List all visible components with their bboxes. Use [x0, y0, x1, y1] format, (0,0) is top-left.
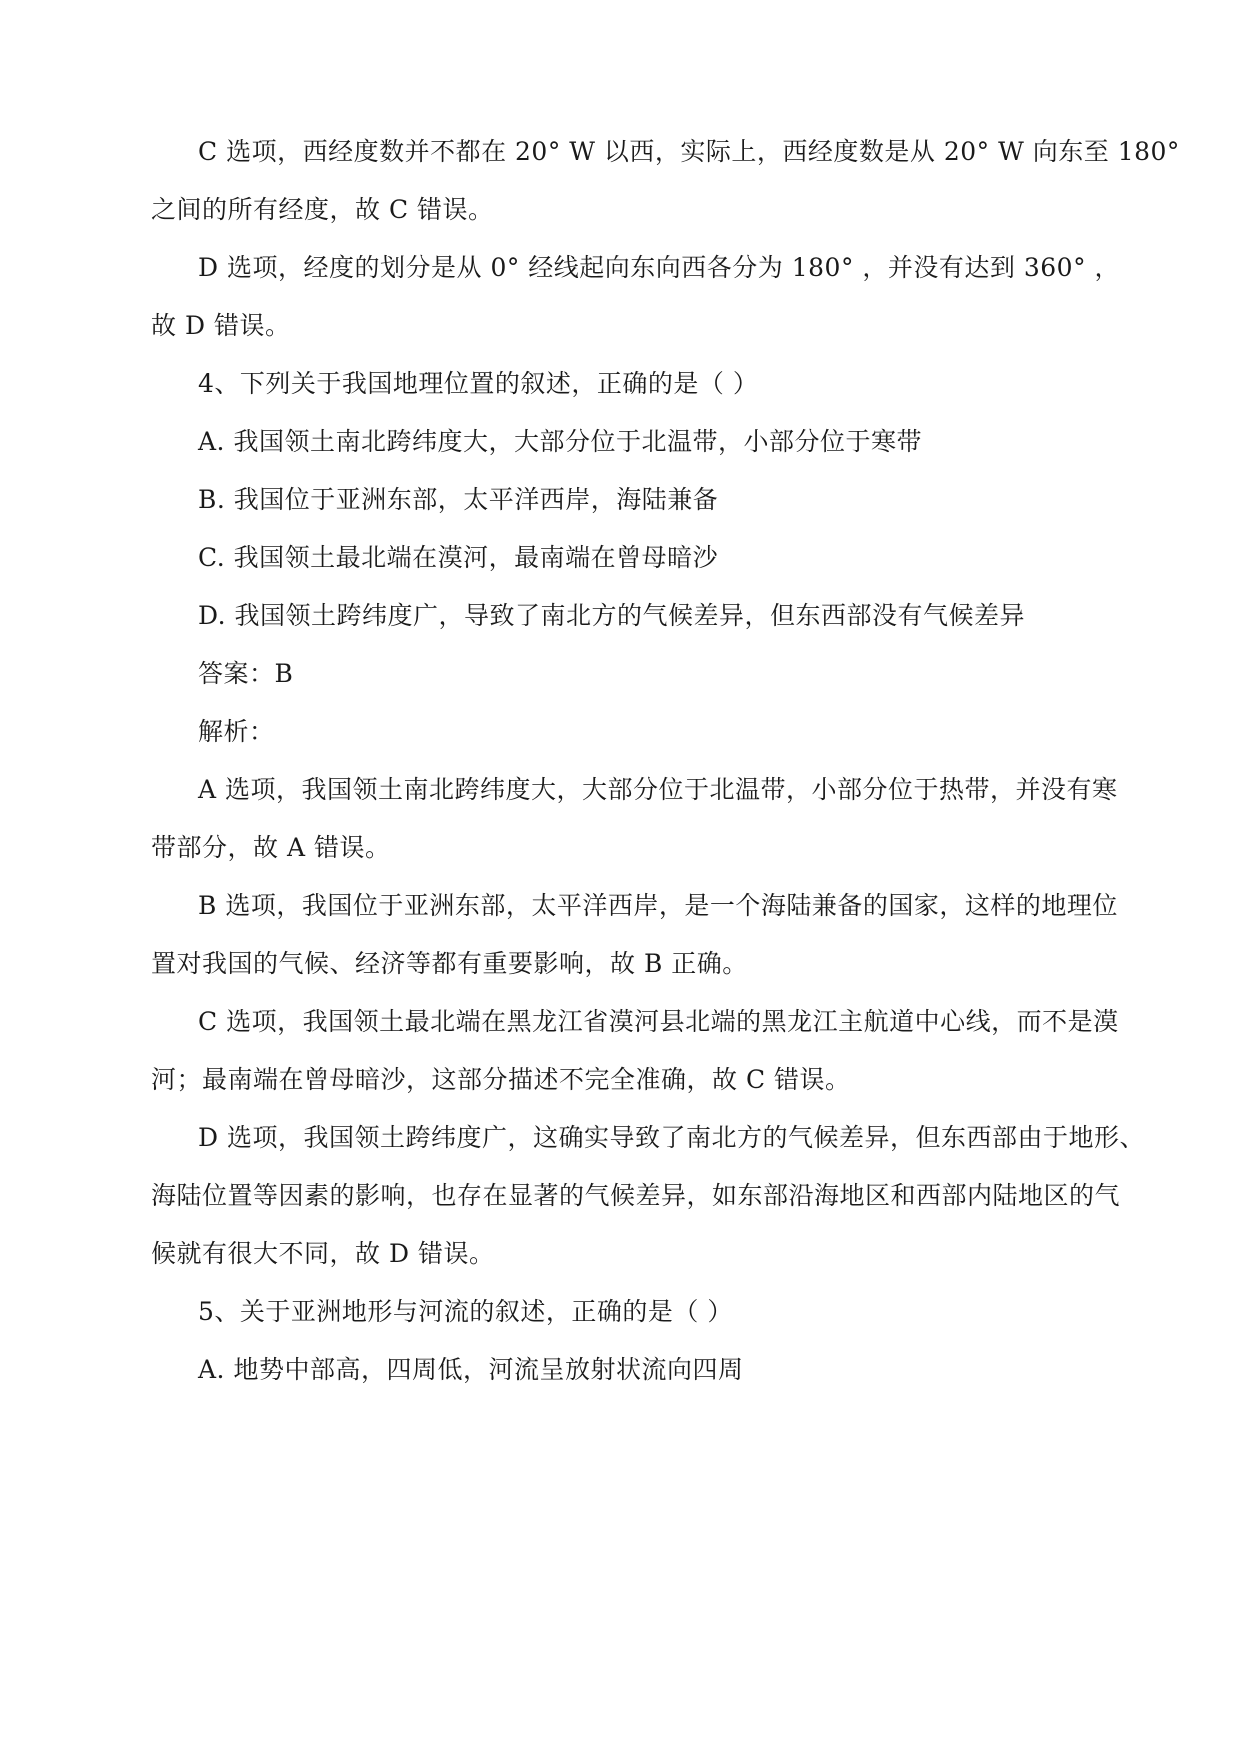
q4-analysis-b-line1: B 选项，我国位于亚洲东部，太平洋西岸，是一个海陆兼备的国家，这样的地理位 — [198, 891, 1118, 920]
q4-analysis-d-line3: 候就有很大不同，故 D 错误。 — [151, 1239, 495, 1268]
q5-question: 5、关于亚洲地形与河流的叙述，正确的是（ ） — [198, 1297, 733, 1326]
q4-answer: 答案：B — [198, 659, 294, 688]
q4-analysis-c-line2: 河；最南端在曾母暗沙，这部分描述不完全准确，故 C 错误。 — [151, 1065, 851, 1094]
q4-analysis-a-line1: A 选项，我国领土南北跨纬度大，大部分位于北温带，小部分位于热带，并没有寒 — [198, 775, 1118, 804]
q4-analysis-c-line1: C 选项，我国领土最北端在黑龙江省漠河县北端的黑龙江主航道中心线，而不是漠 — [198, 1007, 1119, 1036]
q4-option-b: B. 我国位于亚洲东部，太平洋西岸，海陆兼备 — [198, 485, 719, 514]
q5-option-a: A. 地势中部高，四周低，河流呈放射状流向四周 — [198, 1355, 744, 1384]
q4-option-a: A. 我国领土南北跨纬度大，大部分位于北温带，小部分位于寒带 — [198, 427, 922, 456]
q3-c-analysis-line2: 之间的所有经度，故 C 错误。 — [151, 195, 494, 224]
q4-analysis-d-line1: D 选项，我国领土跨纬度广，这确实导致了南北方的气候差异，但东西部由于地形、 — [198, 1123, 1145, 1152]
q4-option-d: D. 我国领土跨纬度广，导致了南北方的气候差异，但东西部没有气候差异 — [198, 601, 1026, 630]
q4-question: 4、下列关于我国地理位置的叙述，正确的是（ ） — [198, 369, 759, 398]
q3-c-analysis-line1: C 选项，西经度数并不都在 20° W 以西，实际上，西经度数是从 20° W 向东至 180° — [198, 137, 1180, 166]
q4-analysis-a-line2: 带部分，故 A 错误。 — [151, 833, 391, 862]
q4-analysis-d-line2: 海陆位置等因素的影响，也存在显著的气候差异，如东部沿海地区和西部内陆地区的气 — [151, 1181, 1121, 1210]
q3-d-analysis-line1: D 选项，经度的划分是从 0° 经线起向东向西各分为 180° ，并没有达到 360° ， — [198, 253, 1121, 282]
q4-option-c: C. 我国领土最北端在漠河，最南端在曾母暗沙 — [198, 543, 719, 572]
q4-analysis-b-line2: 置对我国的气候、经济等都有重要影响，故 B 正确。 — [151, 949, 748, 978]
q3-d-analysis-line2: 故 D 错误。 — [151, 311, 291, 340]
q4-analysis-label: 解析： — [198, 717, 275, 746]
